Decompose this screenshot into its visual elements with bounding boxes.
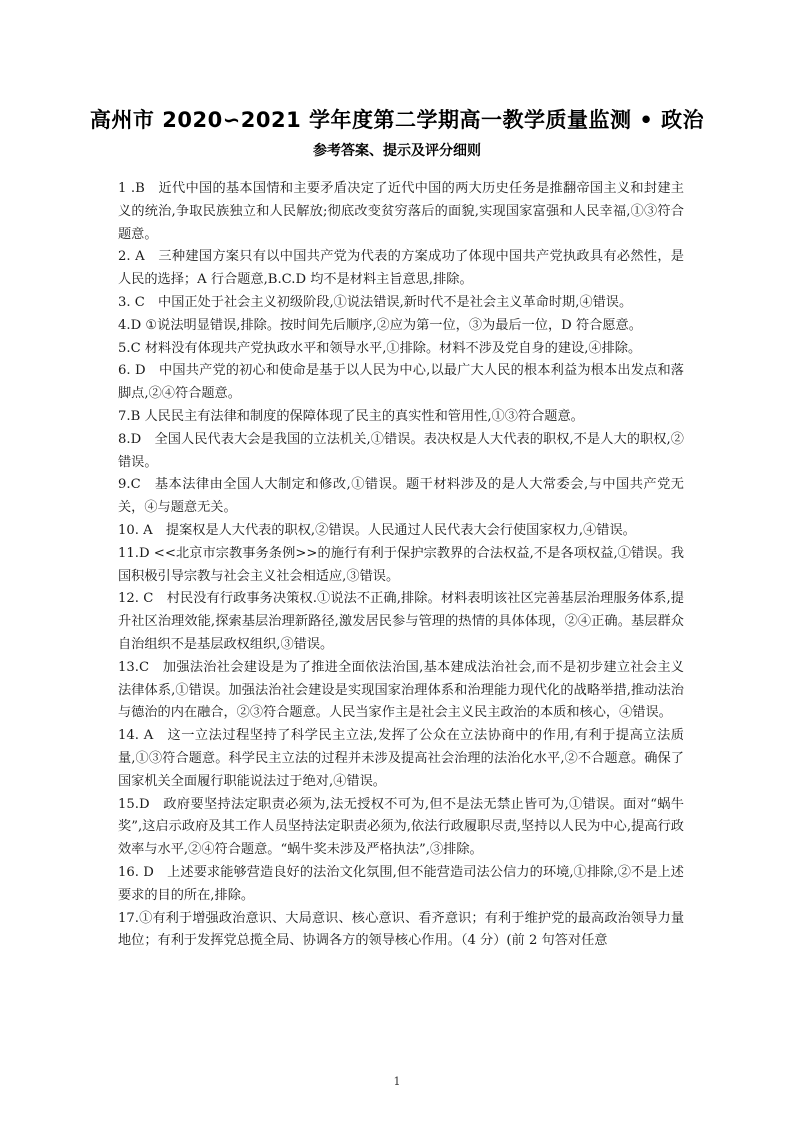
answer-item: 17.①有利于增强政治意识、大局意识、核心意识、看齐意识；有利于维护党的最高政治领导力量地位；有利于发挥党总揽全局、协调各方的领导核心作用。（4 分）(前 2 句答对任意 <box>118 910 684 949</box>
answer-item: 13.C 加强法治社会建设是为了推进全面依法治国,基本建成法治社会,而不是初步建立社会主义法律体系,①错误。加强法治社会建设是实现国家治理体系和治理能力现代化的战略举措,推动法治与德治的内在融合，②③符合题意。人民当家作主是社会主义民主政治的本质和核心，④错误。 <box>118 659 684 721</box>
answer-item: 4.D ①说法明显错误,排除。按时间先后顺序,②应为第一位，③为最后一位，D 符合愿意。 <box>118 317 642 333</box>
answer-item: 10. A 提案权是人大代表的职权,②错误。人民通过人民代表大会行使国家权力,④错误。 <box>118 522 636 538</box>
document-subtitle: 参考答案、提示及评分细则 <box>313 143 481 159</box>
answer-item: 12. C 村民没有行政事务决策权.①说法不正确,排除。材料表明该社区完善基层治理服务体系,提升社区治理效能,探索基层治理新路径,激发居民参与管理的热情的具体体现，②④正确。基层群众自治组织不是基层政权组织,③错误。 <box>118 591 684 652</box>
answer-item: 11.D <<北京市宗教事务条例>>的施行有利于保护宗教界的合法权益,不是各项权益,①错误。我国积极引导宗教与社会主义社会相适应,③错误。 <box>118 545 684 584</box>
answer-item: 14. A 这一立法过程坚持了科学民主立法,发挥了公众在立法协商中的作用,有利于提高立法质量,①③符合题意。科学民主立法的过程并未涉及提高社会治理的法治化水平,②不合题意。确保了国家机关全面履行职能说法过于绝对,④错误。 <box>118 728 684 789</box>
answer-item: 2. A 三种建国方案只有以中国共产党为代表的方案成功了体现中国共产党执政具有必然性，是人民的选择；A 行合题意,B.C.D 均不是材料主旨意思,排除。 <box>118 249 684 288</box>
answer-item: 6. D 中国共产党的初心和使命是基于以人民为中心,以最广大人民的根本利益为根本出发点和落脚点,②④符合题意。 <box>118 363 684 402</box>
answer-item: 3. C 中国正处于社会主义初级阶段,①说法错误,新时代不是社会主义革命时期,④错误。 <box>118 294 633 310</box>
answer-list <box>118 178 684 953</box>
answer-item: 16. D 上述要求能够营造良好的法治文化氛围,但不能营造司法公信力的环境,①排除,②不是上述要求的目的所在,排除。 <box>118 864 684 903</box>
page-number: 1 <box>393 1075 401 1088</box>
answer-item: 1 .B 近代中国的基本国情和主要矛盾决定了近代中国的两大历史任务是推翻帝国主义和封建主义的统治,争取民族独立和人民解放;彻底改变贫穷落后的面貌,实现国家富强和人民幸福,①③符合题意。 <box>118 181 684 242</box>
answer-item: 9.C 基本法律由全国人大制定和修改,①错误。题干材料涉及的是人大常委会,与中国共产党无关，④与题意无关。 <box>118 477 684 516</box>
answer-item: 8.D 全国人民代表大会是我国的立法机关,①错误。表决权是人大代表的职权,不是人大的职权,②错误。 <box>118 431 684 470</box>
answer-item: 15.D 政府要坚持法定职责必须为,法无授权不可为,但不是法无禁止皆可为,①错误。面对“蜗牛奖”,这启示政府及其工作人员坚持法定职责必须为,依法行政履职尽责,坚持以人民为中心,提高行政效率与水平,②④符合题意。“蜗牛奖未涉及严格执法”,③排除。 <box>118 796 684 858</box>
document-title: 高州市 2020∽2021 学年度第二学期高一教学质量监测 • 政治 <box>89 108 705 132</box>
answer-item: 5.C 材料没有体现共产党执政水平和领导水平,①排除。材料不涉及党自身的建设,④排除。 <box>118 340 642 356</box>
answer-item: 7.B 人民民主有法律和制度的保障体现了民主的真实性和管用性,①③符合题意。 <box>118 408 584 424</box>
